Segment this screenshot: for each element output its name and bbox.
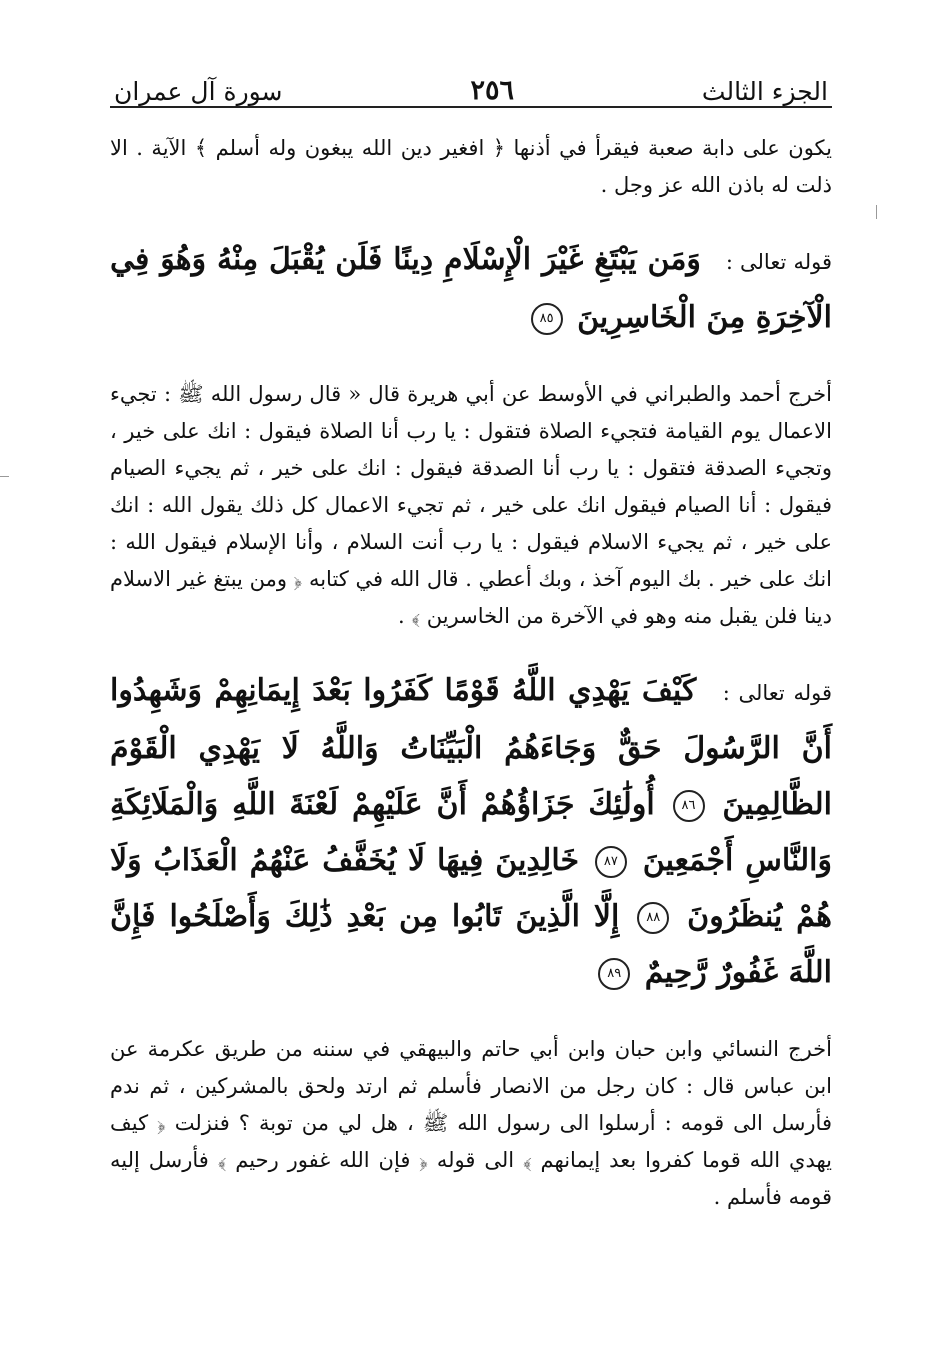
verse-number-mark: ٨٥ bbox=[531, 303, 563, 335]
verse-88-text: خَالِدِينَ فِيهَا لَا يُخَفَّفُ عَنْهُمُ الْعَذَابُ وَلَا هُمْ يُنظَرُونَ bbox=[110, 843, 832, 934]
page bbox=[110, 60, 832, 1216]
verse-number-mark: ٨٧ bbox=[595, 846, 627, 878]
page-number: ٢٥٦ bbox=[470, 75, 514, 106]
verse-block-1 bbox=[110, 232, 832, 346]
verse-89-text: إِلَّا الَّذِينَ تَابُوا مِن بَعْدِ ذَٰلِكَ وَأَصْلَحُوا فَإِنَّ اللَّهَ غَفُورٌ رَّحِيمٌ bbox=[110, 899, 832, 990]
verse-block-2 bbox=[110, 663, 832, 1001]
page-header bbox=[110, 60, 832, 108]
verse-85-text: وَمَن يَبْتَغِ غَيْرَ الْإِسْلَامِ دِينًا فَلَن يُقْبَلَ مِنْهُ وَهُوَ فِي الْآخِرَةِ مِنَ الْخَاسِرِينَ bbox=[110, 242, 832, 335]
verse-intro-2: قوله تعالى : bbox=[722, 681, 833, 705]
verse-intro-1: قوله تعالى : bbox=[725, 250, 832, 274]
verse-number-mark: ٨٨ bbox=[637, 902, 669, 934]
paragraph-3: أخرج النسائي وابن حبان وابن أبي حاتم والبيهقي في سننه من طريق عكرمة عن ابن عباس قال : كان رجل من الانصار فأسلم ثم ارتد ولحق بالمشركين ، ثم ندم فأرسل الى قومه : أرسلوا الى رسول الله ﷺ ، هل لي من توبة ؟ فنزلت ﴿ كيف يهدي الله قوما كفروا بعد إيمانهم ﴾ الى قوله ﴿ فإن الله غفور رحيم ﴾ فأرسل إليه قومه فأسلم . bbox=[110, 1037, 832, 1209]
paragraph-2: أخرج أحمد والطبراني في الأوسط عن أبي هريرة قال « قال رسول الله ﷺ : تجيء الاعمال يوم القيامة فتجيء الصلاة فتقول : يا رب أنا الصلاة فيقول : انك على خير ، وتجيء الصدقة فتقول : يا رب أنا الصدقة فيقول : انك على خير ، ثم يجيء الصيام فيقول : أنا الصيام فيقول انك على خير ، ثم تجيء الاعمال كل ذلك يقول الله : انك على خير ، ثم يجيء الاسلام فيقول : يا رب أنت السلام ، وأنا الإسلام فيقول الله : انك على خير . بك اليوم آخذ ، وبك أعطي . قال الله في كتابه ﴿ ومن يبتغ غير الاسلام دينا فلن يقبل منه وهو في الآخرة من الخاسرين ﴾ . bbox=[110, 382, 832, 628]
surah-label: سورة آل عمران bbox=[114, 77, 283, 106]
verse-number-mark: ٨٩ bbox=[598, 958, 630, 990]
verse-86-text: كَيْفَ يَهْدِي اللَّهُ قَوْمًا كَفَرُوا بَعْدَ إِيمَانِهِمْ وَشَهِدُوا أَنَّ الرَّسُولَ حَقٌّ وَجَاءَهُمُ الْبَيِّنَاتُ وَاللَّهُ لَا يَهْدِي الْقَوْمَ الظَّالِمِينَ bbox=[110, 673, 832, 822]
margin-tick-right bbox=[876, 205, 877, 219]
verses-86-89 bbox=[110, 663, 832, 1001]
verse-number-mark: ٨٦ bbox=[673, 790, 705, 822]
verse-85 bbox=[110, 232, 832, 346]
margin-tick-left bbox=[0, 476, 9, 477]
verse-87-text: أُولَٰئِكَ جَزَاؤُهُمْ أَنَّ عَلَيْهِمْ لَعْنَةَ اللَّهِ وَالْمَلَائِكَةِ وَالنَّاسِ أَجْمَعِينَ bbox=[110, 787, 832, 878]
paragraph-1: يكون على دابة صعبة فيقرأ في أذنها ﴿ افغير دين الله يبغون وله أسلم ﴾ الآية . الا ذلت له باذن الله عز وجل . bbox=[110, 136, 832, 197]
part-label: الجزء الثالث bbox=[701, 77, 828, 106]
